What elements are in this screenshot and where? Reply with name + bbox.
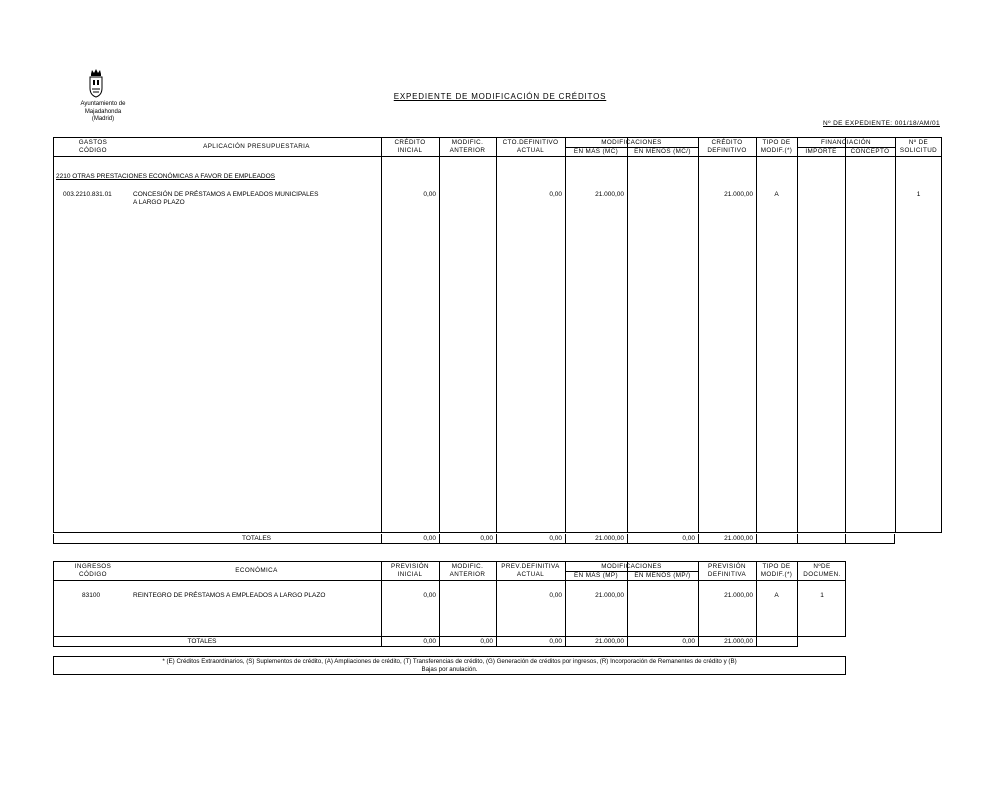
row-credito-definitivo: 21.000,00 bbox=[724, 191, 753, 198]
header-prev-final: PREVISIÓN bbox=[708, 563, 746, 570]
header-prev-actual: ACTUAL bbox=[516, 571, 545, 578]
ingresos-totals-row bbox=[53, 637, 798, 647]
header-codigo: CÓDIGO bbox=[79, 147, 107, 154]
ing-row-prev-definitiva: 0,00 bbox=[549, 592, 562, 599]
totals-modific-anterior: 0,00 bbox=[480, 535, 493, 542]
header-aplicacion: APLICACIÓN PRESUPUESTARIA bbox=[203, 143, 310, 150]
header-modific: MODIFIC. bbox=[451, 139, 484, 146]
header-documen: DOCUMEN. bbox=[803, 571, 841, 578]
header-n-documento: NºDE bbox=[813, 563, 831, 570]
header-prevision: PREVISIÓN bbox=[391, 563, 429, 570]
ing-totals-modific-anterior: 0,00 bbox=[480, 638, 493, 645]
header-actual: ACTUAL bbox=[516, 147, 545, 154]
ingresos-totals-label: TOTALES bbox=[187, 638, 217, 645]
header-ing-en-mas: EN MÁS (MP) bbox=[574, 572, 618, 579]
gastos-totals-label: TOTALES bbox=[241, 535, 272, 542]
header-ing-modific: MODIFIC. bbox=[451, 563, 484, 570]
header-ing-tipo: TIPO DE bbox=[762, 563, 791, 570]
header-tipo: TIPO DE bbox=[762, 139, 791, 146]
header-importe: IMPORTE bbox=[805, 148, 837, 155]
header-ing-en-menos: EN MENOS (MP/) bbox=[634, 572, 691, 579]
ing-row-documento: 1 bbox=[820, 592, 824, 599]
expediente-number: Nº DE EXPEDIENTE: 001/18/AM/01 bbox=[823, 120, 940, 127]
totals-en-menos: 0,00 bbox=[682, 535, 695, 542]
header-definitivo: DEFINITIVO bbox=[707, 147, 747, 154]
row-en-mas: 21.000,00 bbox=[595, 191, 624, 198]
ing-row-tipo: A bbox=[774, 592, 779, 599]
header-credito: CRÉDITO bbox=[394, 139, 426, 146]
header-modif: MODIF.(*) bbox=[760, 147, 793, 154]
document-title: EXPEDIENTE DE MODIFICACIÓN DE CRÉDITOS bbox=[393, 92, 607, 101]
header-financiacion: FINANCIACIÓN bbox=[821, 139, 871, 146]
row-cto-definitivo: 0,00 bbox=[549, 191, 562, 198]
header-ing-anterior: ANTERIOR bbox=[449, 571, 486, 578]
totals-credito-inicial: 0,00 bbox=[423, 535, 436, 542]
ing-totals-prev-definitiva: 0,00 bbox=[549, 638, 562, 645]
header-ingresos-codigo: CÓDIGO bbox=[79, 571, 107, 578]
organization-name: Ayuntamiento de Majadahonda (Madrid) bbox=[80, 101, 126, 122]
header-concepto: CONCEPTO bbox=[850, 148, 890, 155]
header-ing-modificaciones: MODIFICACIONES bbox=[601, 563, 662, 570]
header-prev-definitiva: PREV.DEFINITIVA bbox=[501, 563, 560, 570]
header-anterior: ANTERIOR bbox=[449, 147, 486, 154]
header-ing-modif: MODIF.(*) bbox=[760, 571, 793, 578]
header-en-mas: EN MÁS (MC) bbox=[573, 148, 619, 155]
totals-credito-definitivo: 21.000,00 bbox=[724, 535, 753, 542]
footnote-line1: * (E) Créditos Extraordinarios, (S) Suplementos de crédito, (A) Ampliaciones de crédito, (T) Transferencias de crédito, (G) Generación de créditos por ingresos, (R) Incorporación de Remanentes de crédito y (B) bbox=[162, 658, 737, 665]
header-prevision-inicial: INICIAL bbox=[397, 571, 423, 578]
ing-totals-prevision-inicial: 0,00 bbox=[423, 638, 436, 645]
totals-cto-definitivo: 0,00 bbox=[549, 535, 562, 542]
totals-en-mas: 21.000,00 bbox=[595, 535, 624, 542]
ing-totals-en-menos: 0,00 bbox=[682, 638, 695, 645]
row-codigo: 003.2210.831.01 bbox=[63, 191, 112, 198]
group-title: 2210 OTRAS PRESTACIONES ECONÓMICAS A FAVOR DE EMPLEADOS bbox=[56, 173, 276, 180]
ing-row-descripcion: REINTEGRO DE PRÉSTAMOS A EMPLEADOS A LARGO PLAZO bbox=[133, 592, 326, 599]
ingresos-table bbox=[53, 561, 846, 637]
ing-totals-prevision-definitiva: 21.000,00 bbox=[724, 638, 753, 645]
ing-row-en-mas: 21.000,00 bbox=[595, 592, 624, 599]
row-credito-inicial: 0,00 bbox=[423, 191, 436, 198]
header-credito-def: CRÉDITO bbox=[711, 139, 743, 146]
row-solicitud: 1 bbox=[916, 191, 921, 198]
header-prev-final-def: DEFINITIVA bbox=[707, 571, 747, 578]
ing-row-codigo: 83100 bbox=[82, 592, 101, 599]
header-en-menos: EN MENOS (MC/) bbox=[634, 148, 691, 155]
header-modificaciones: MODIFICACIONES bbox=[601, 139, 662, 146]
municipal-crest-icon bbox=[88, 68, 104, 98]
footnote-line2: Bajas por anulación. bbox=[421, 666, 478, 673]
header-n-de: Nº DE bbox=[908, 139, 929, 146]
header-ingresos: INGRESOS bbox=[74, 563, 112, 570]
ing-row-prevision-definitiva: 21.000,00 bbox=[724, 592, 753, 599]
row-tipo: A bbox=[774, 191, 779, 198]
row-descripcion-line1: CONCESIÓN DE PRÉSTAMOS A EMPLEADOS MUNICIPALES bbox=[133, 191, 319, 198]
gastos-table bbox=[53, 137, 942, 533]
footnote-box bbox=[53, 656, 846, 675]
header-gastos: GASTOS bbox=[78, 139, 108, 146]
header-economica: ECONÓMICA bbox=[235, 567, 278, 574]
header-solicitud: SOLICITUD bbox=[899, 147, 938, 154]
gastos-totals-row bbox=[53, 534, 895, 544]
ing-row-prevision-inicial: 0,00 bbox=[423, 592, 436, 599]
header-inicial: INICIAL bbox=[397, 147, 423, 154]
ing-totals-en-mas: 21.000,00 bbox=[595, 638, 624, 645]
header-cto-definitivo: CTO.DEFINITIVO bbox=[502, 139, 559, 146]
row-descripcion-line2: A LARGO PLAZO bbox=[133, 199, 185, 206]
